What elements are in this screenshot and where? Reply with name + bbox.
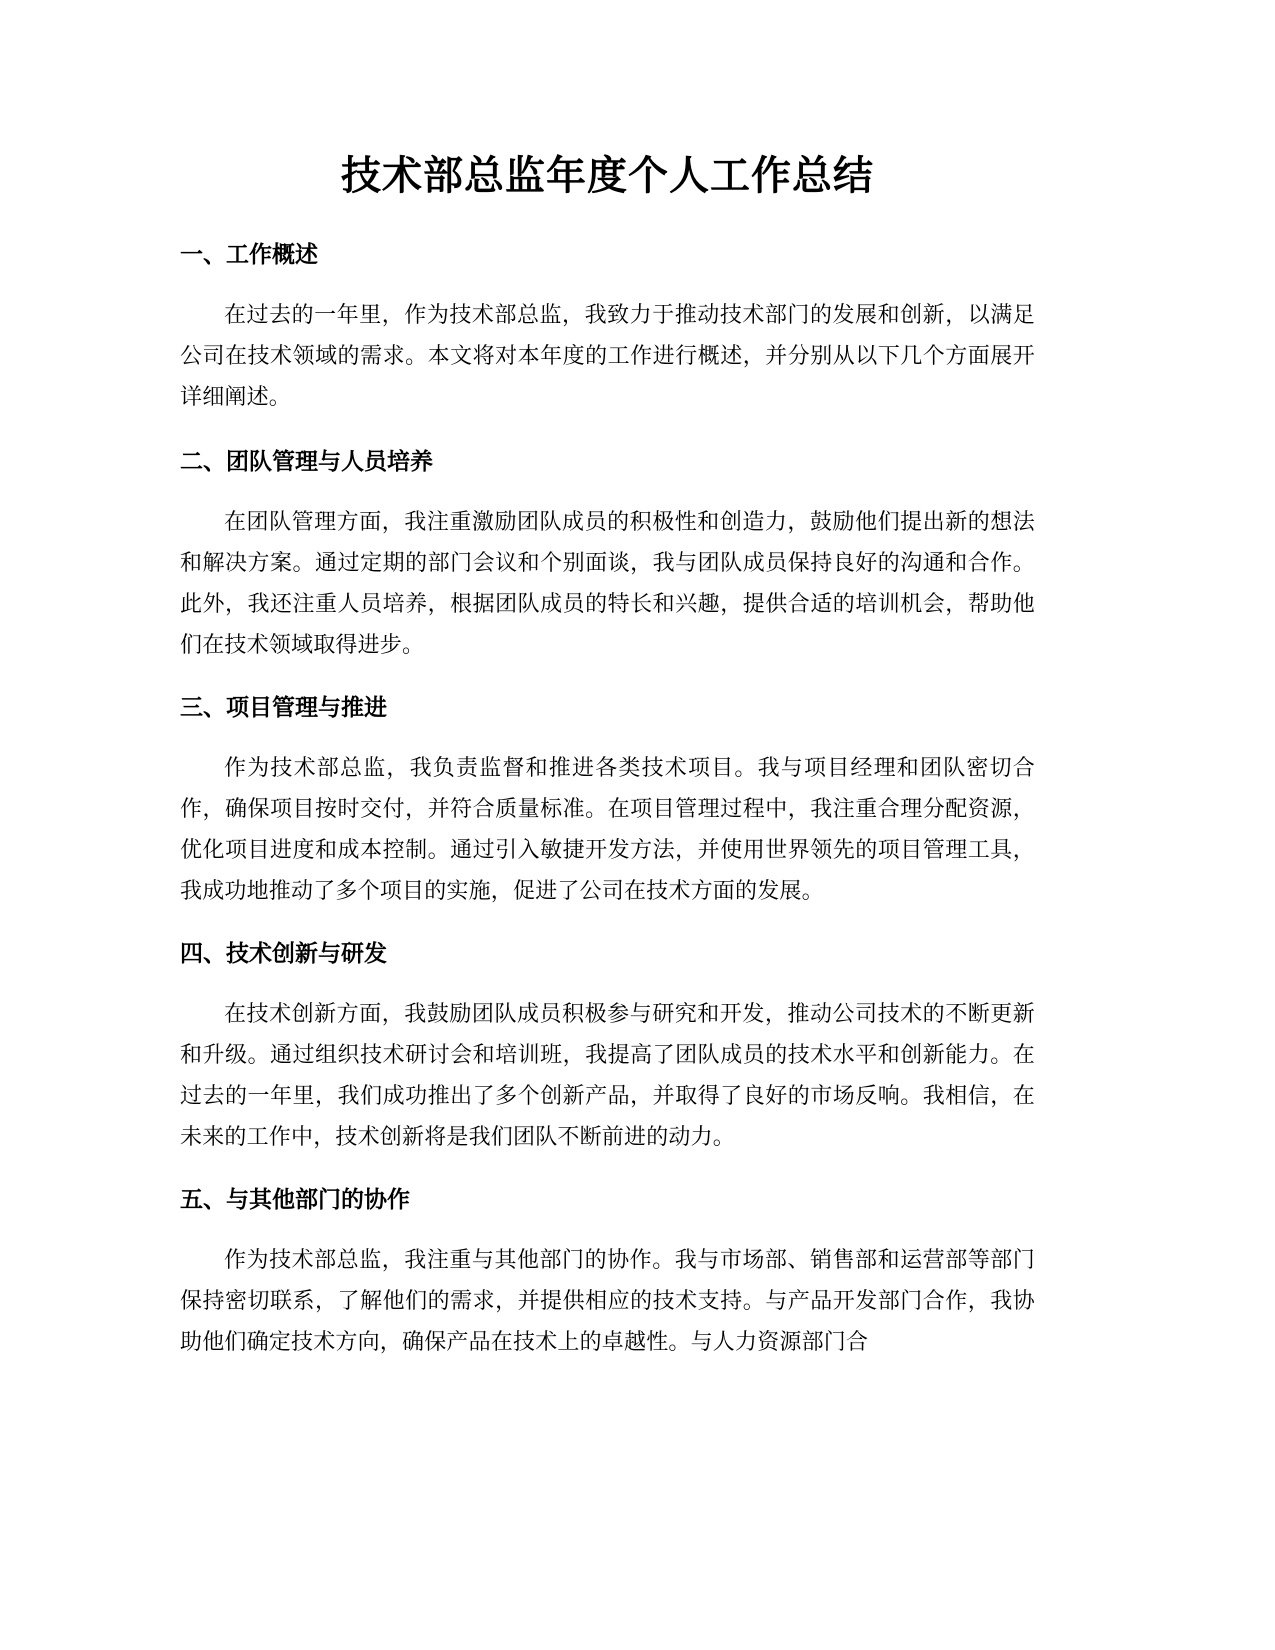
section-paragraph: 作为技术部总监，我注重与其他部门的协作。我与市场部、销售部和运营部等部门保持密切联系，了解他们的需求，并提供相应的技术支持。与产品开发部门合作，我协助他们确定技术方向，确保产品在技术上的卓越性。与人力资源部门合 — [180, 1248, 1035, 1355]
section-paragraph: 作为技术部总监，我负责监督和推进各类技术项目。我与项目经理和团队密切合作，确保项目按时交付，并符合质量标准。在项目管理过程中，我注重合理分配资源，优化项目进度和成本控制。通过引入敏捷开发方法，并使用世界领先的项目管理工具，我成功地推动了多个项目的实施，促进了公司在技术方面的发展。 — [180, 756, 1035, 904]
section-heading: 二、团队管理与人员培养 — [180, 449, 433, 475]
section-cross-department-collaboration — [180, 1184, 1035, 1363]
section-heading: 四、技术创新与研发 — [180, 941, 387, 967]
document-title: 技术部总监年度个人工作总结 — [341, 153, 874, 199]
section-paragraph: 在过去的一年里，作为技术部总监，我致力于推动技术部门的发展和创新，以满足公司在技术领域的需求。本文将对本年度的工作进行概述，并分别从以下几个方面展开详细阐述。 — [180, 303, 1035, 410]
section-heading: 一、工作概述 — [180, 242, 318, 268]
section-paragraph: 在技术创新方面，我鼓励团队成员积极参与研究和开发，推动公司技术的不断更新和升级。通过组织技术研讨会和培训班，我提高了团队成员的技术水平和创新能力。在过去的一年里，我们成功推出了多个创新产品，并取得了良好的市场反响。我相信，在未来的工作中，技术创新将是我们团队不断前进的动力。 — [180, 1002, 1035, 1150]
section-paragraph: 在团队管理方面，我注重激励团队成员的积极性和创造力，鼓励他们提出新的想法和解决方案。通过定期的部门会议和个别面谈，我与团队成员保持良好的沟通和合作。此外，我还注重人员培养，根据团队成员的特长和兴趣，提供合适的培训机会，帮助他们在技术领域取得进步。 — [180, 510, 1035, 658]
section-work-overview — [180, 239, 1035, 418]
section-heading: 三、项目管理与推进 — [180, 695, 387, 721]
section-heading: 五、与其他部门的协作 — [180, 1187, 410, 1213]
section-tech-innovation — [180, 938, 1035, 1158]
section-project-management — [180, 692, 1035, 912]
section-team-management — [180, 446, 1035, 666]
